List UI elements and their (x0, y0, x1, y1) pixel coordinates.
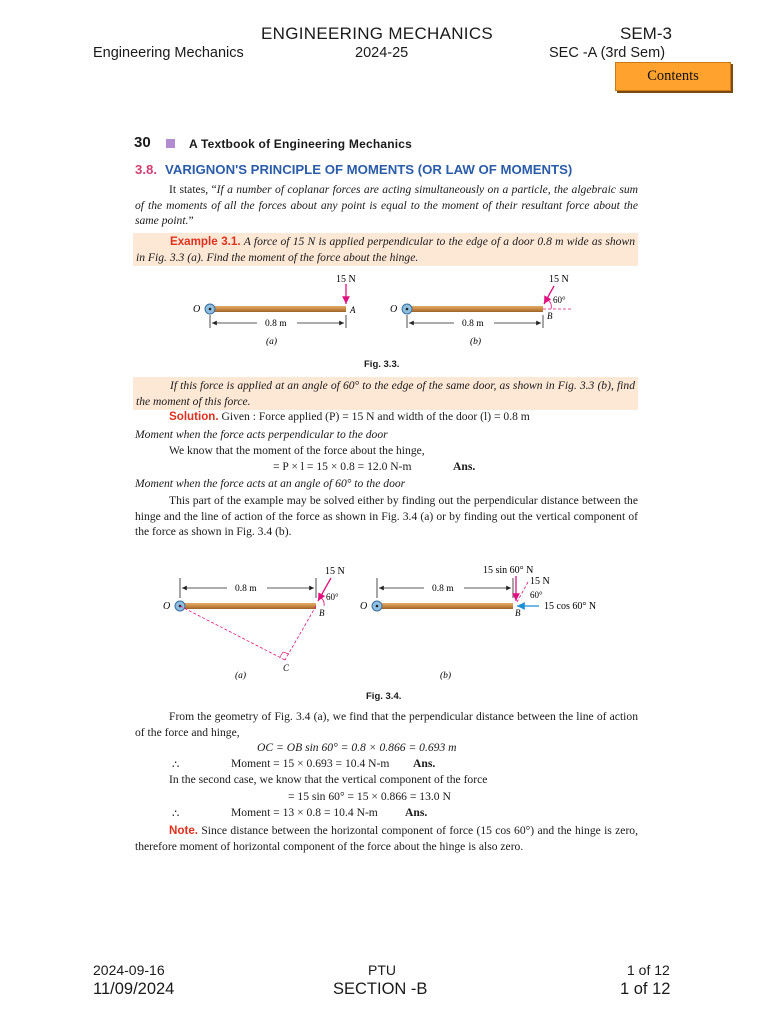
intro-paragraph (135, 182, 638, 229)
vertical-component-label: 15 sin 60° N (483, 565, 534, 576)
example-text: A force of 15 N is applied perpendicular to the edge of a door 0.8 m wide as shown in Fig. 3.3 (a). Find the moment of the force about the hinge. (136, 235, 635, 264)
intro-italic: If a number of coplanar forces are acting simultaneously on a particle, the algebraic sum of the moments of all the forces about any point is equal to the moment of their resultant force about the same point. (135, 183, 638, 227)
header-year: 2024-25 (355, 45, 409, 61)
point-a-label: A (350, 305, 356, 315)
section-heading (135, 162, 572, 177)
perp-text: We know that the moment of the force about the hinge, (169, 444, 425, 457)
solution-label: Solution. (169, 410, 219, 423)
line-bc (285, 606, 316, 660)
contents-button[interactable]: Contents (615, 62, 731, 91)
ans-1: Ans. (413, 757, 436, 770)
book-title: A Textbook of Engineering Mechanics (189, 137, 413, 151)
fig34-angle-a: 60° (326, 592, 339, 602)
header-title: ENGINEERING MECHANICS (261, 24, 494, 43)
fig34-door-b (377, 603, 513, 609)
section-title: VARIGNON'S PRINCIPLE OF MOMENTS (OR LAW OF MOMENTS) (165, 162, 573, 177)
example-box (133, 233, 638, 266)
fig34-door-a (180, 603, 316, 609)
door-a (210, 306, 346, 312)
fig34-point-b-a: B (319, 608, 325, 618)
ans-2: Ans. (405, 806, 428, 819)
example-continuation: If this force is applied at an angle of 60° to the edge of the same door, as shown in Fig. 3.3 (b), find the moment of this force. (136, 379, 635, 408)
section-number: 3.8. (135, 162, 157, 177)
angle-label-b: 60° (553, 295, 566, 305)
fig34-length-a: 0.8 m (235, 584, 257, 594)
equation-moment-2: Moment = 13 × 0.8 = 10.4 N-m (231, 806, 378, 819)
example-continuation-box (133, 377, 638, 410)
fig-3-3-caption: Fig. 3.3. (364, 359, 400, 370)
figure-3-3 (185, 268, 585, 358)
point-o-a: O (193, 304, 201, 315)
therefore-1: ∴ (172, 758, 180, 771)
footer-date-1: 2024-09-16 (93, 962, 165, 978)
force-label-a: 15 N (336, 274, 356, 285)
force-label-b: 15 N (549, 274, 569, 285)
perp-ans: Ans. (453, 460, 476, 473)
subfig-a-label: (a) (266, 337, 278, 347)
equation-moment-1: Moment = 15 × 0.693 = 10.4 N-m (231, 757, 390, 770)
door-b (407, 306, 543, 312)
second-case-text: In the second case, we know that the vertical component of the force (169, 773, 488, 786)
page-marker-square (166, 139, 175, 148)
fig34-point-o-a: O (163, 601, 171, 612)
fig34-subfig-a: (a) (235, 671, 247, 681)
solution-line (135, 410, 638, 423)
point-o-b: O (390, 304, 398, 315)
perp-equation: = P × l = 15 × 0.8 = 12.0 N-m (273, 460, 412, 473)
footer-page-1: 1 of 12 (627, 962, 670, 978)
fig34-subfig-b: (b) (440, 671, 452, 681)
perp-heading: Moment when the force acts perpendicular to the door (135, 428, 388, 441)
footer-center-1: PTU (368, 962, 396, 978)
angle-heading: Moment when the force acts at an angle of 60° to the door (135, 477, 406, 490)
header-section: SEC -A (3rd Sem) (549, 45, 666, 61)
fig34-force-line-b (517, 582, 528, 602)
note-label: Note. (169, 824, 198, 837)
fig34-point-b-b: B (515, 608, 521, 618)
header-subject: Engineering Mechanics (93, 45, 244, 61)
footer-center-2: SECTION -B (333, 980, 428, 998)
geometry-paragraph: From the geometry of Fig. 3.4 (a), we find that the perpendicular distance between the line of action of the force and hinge, (135, 710, 638, 739)
point-c-label: C (283, 663, 290, 673)
solution-text: Given : Force applied (P) = 15 N and width of the door (l) = 0.8 m (218, 410, 530, 423)
length-label-b: 0.8 m (462, 319, 484, 329)
fig34-force-label-a: 15 N (325, 566, 345, 577)
fig34-point-o-b: O (360, 601, 368, 612)
example-label: Example 3.1. (170, 235, 241, 248)
fig34-angle-b: 60° (530, 590, 543, 600)
perpendicular-oc (180, 606, 285, 660)
note-paragraph (135, 823, 638, 854)
intro-suffix: ” (188, 214, 194, 227)
footer-date-2: 11/09/2024 (93, 980, 175, 998)
page-number: 30 (134, 134, 151, 151)
intro-prefix: It states, “ (169, 183, 217, 196)
subfig-b-label: (b) (470, 337, 482, 347)
angle-paragraph: This part of the example may be solved either by finding out the perpendicular distance between the hinge and the line of action of the force as shown in Fig. 3.4 (a) or by finding out the vertical component of the force as shown in Fig. 3.4 (b). (135, 494, 638, 538)
point-b-label: B (547, 311, 553, 321)
horizontal-component-label: 15 cos 60° N (544, 601, 597, 612)
fig34-force-label-b: 15 N (530, 576, 550, 587)
footer-page-2: 1 of 12 (620, 980, 671, 998)
equation-vertical: = 15 sin 60° = 15 × 0.866 = 13.0 N (288, 790, 451, 803)
figure-3-4 (155, 560, 625, 688)
header-sem: SEM-3 (620, 24, 672, 43)
fig-3-4-caption: Fig. 3.4. (366, 691, 402, 702)
therefore-2: ∴ (172, 807, 180, 820)
note-text: Since distance between the horizontal component of force (15 cos 60°) and the hinge is zero, therefore moment of horizontal component of the force about the hinge is also zero. (135, 824, 638, 853)
length-label-a: 0.8 m (265, 319, 287, 329)
fig34-length-b: 0.8 m (432, 584, 454, 594)
equation-oc: OC = OB sin 60° = 0.8 × 0.866 = 0.693 m (257, 741, 457, 754)
